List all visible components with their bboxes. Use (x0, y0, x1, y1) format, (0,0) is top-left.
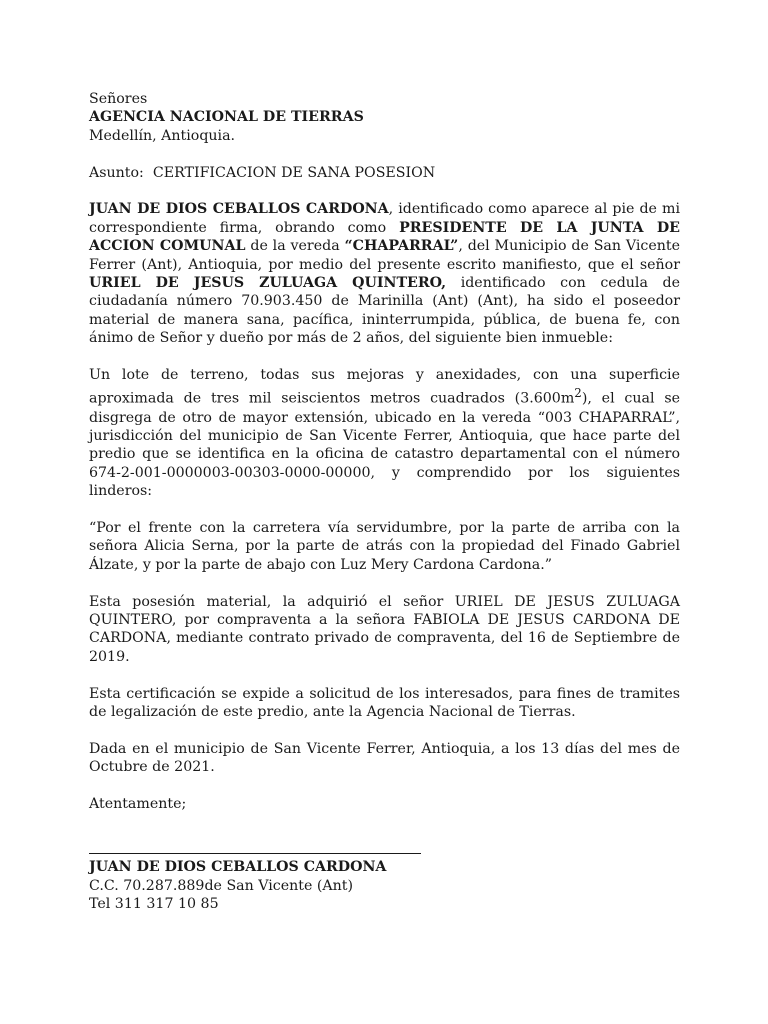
declaration-text-3: , del Municipio de San Vicente Ferrer (Ant), Antioquia, por medio del presente escrito manifiesto, que el señor (89, 238, 680, 273)
salutation: Señores (89, 91, 148, 107)
vereda-name: “CHAPARRAL” (344, 238, 459, 255)
paragraph-declaration (89, 200, 680, 347)
property-text-2: ), el cual se disgrega de otro de mayor extensión, ubicado en la vereda “003 CHAPARRAL”, jurisdicción del municipio de San Vicente Ferrer, Antioquia, que hace parte del predio que se identifica en la oficina de catastro departamental con el número 674-2-001-0000003-00303-0000-00000, y comprendido por los siguientes linderos: (89, 391, 681, 500)
declaration-text-4: identificado con cedula de ciudadanía número 70.903.450 de Marinilla (Ant) (Ant), ha sido el poseedor material de manera sana, pacífica, ininterrumpida, pública, de buena fe, con ánimo de Señor y dueño por más de 2 años, del siguiente bien inmueble: (89, 275, 680, 347)
paragraph-purpose: Esta certificación se expide a solicitud de los interesados, para fines de tramites de legalización de este predio, ante la Agencia Nacional de Tierras. (89, 685, 680, 721)
declarant-role: PRESIDENTE DE LA JUNTA DE ACCION COMUNAL (89, 219, 680, 255)
signature-line (89, 853, 421, 854)
closing: Atentamente; (89, 796, 187, 813)
recipient (89, 108, 680, 126)
paragraph-property (89, 366, 680, 501)
declarant-name: JUAN DE DIOS CEBALLOS CARDONA (89, 201, 389, 218)
subject-text: CERTIFICACION DE SANA POSESION (152, 164, 436, 181)
paragraph-date: Dada en el municipio de San Vicente Ferrer, Antioquia, a los 13 días del mes de Octubre de 2021. (89, 740, 680, 776)
subject-line (89, 164, 680, 182)
signer-name-text: JUAN DE DIOS CEBALLOS CARDONA (89, 859, 387, 876)
subject-label: Asunto: (89, 164, 144, 181)
declaration-text-1: , identificado como aparece al pie de mi correspondiente firma, obrando como (89, 201, 680, 236)
recipient-name: AGENCIA NACIONAL DE TIERRAS (89, 109, 364, 126)
recipient-location: Medellín, Antioquia. (89, 127, 236, 144)
paragraph-boundaries: “Por el frente con la carretera vía servidumbre, por la parte de arriba con la señora Alicia Serna, por la parte de atrás con la propiedad del Finado Gabriel Álzate, y por la parte de abajo con Luz Mery Cardona Cardona.” (89, 520, 680, 573)
signer-name (89, 858, 680, 876)
signer-id: C.C. 70.287.889de San Vicente (Ant) (89, 877, 354, 894)
letter-document (89, 90, 680, 914)
owner-name: URIEL DE JESUS ZULUAGA QUINTERO, (89, 275, 447, 292)
area-superscript: 2 (574, 386, 582, 401)
declaration-text-2: de la vereda (245, 238, 345, 255)
signer-phone: Tel 311 317 10 85 (89, 896, 219, 913)
paragraph-acquisition: Esta posesión material, la adquirió el señor URIEL DE JESUS ZULUAGA QUINTERO, por compraventa a la señora FABIOLA DE JESUS CARDONA DE CARDONA, mediante contrato privado de compraventa, del 16 de Septiembre de 2019. (89, 593, 680, 665)
property-text-1: Un lote de terreno, todas sus mejoras y anexidades, con una superficie aproximada de tres mil seiscientos metros cuadrados (3.600m (89, 367, 680, 408)
